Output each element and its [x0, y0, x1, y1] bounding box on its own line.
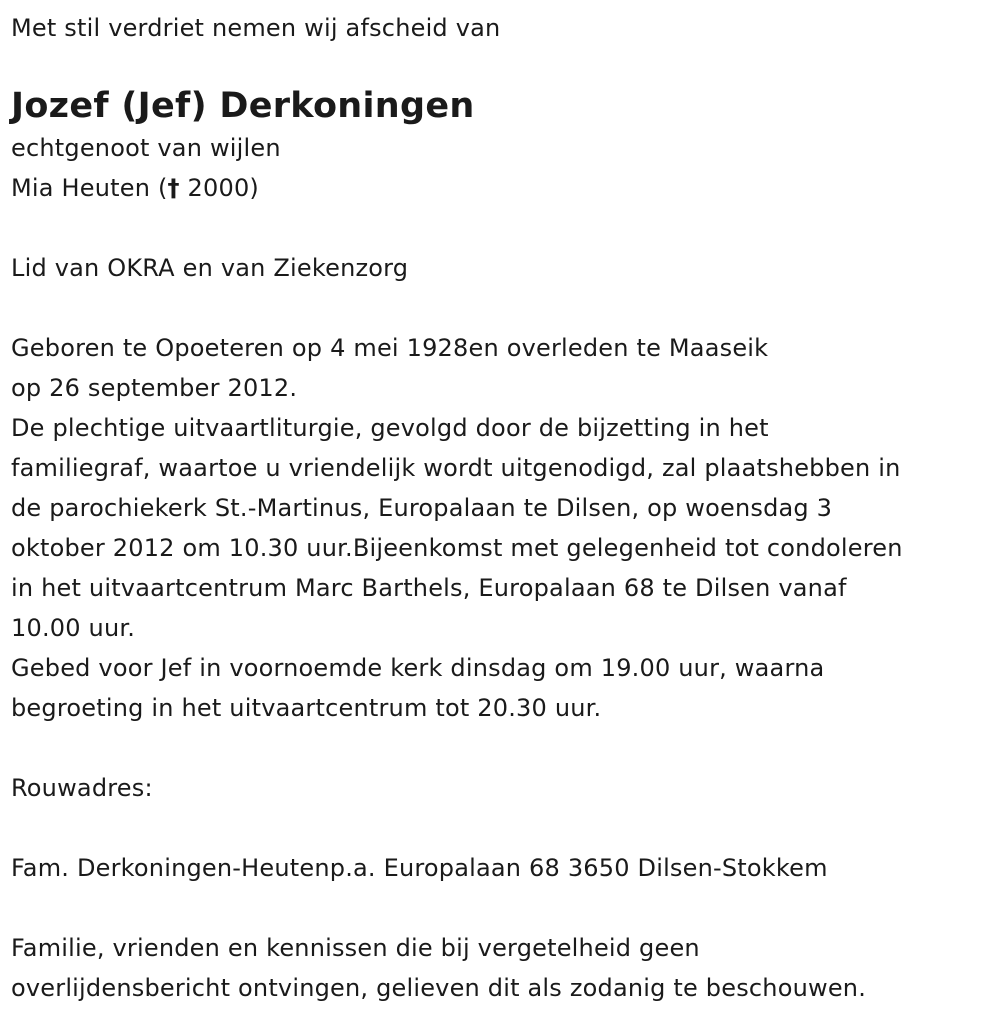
spouse-name-prefix: Mia Heuten ( — [11, 174, 168, 202]
closing-line: overlijdensbericht ontvingen, gelieven dit als zodanig te beschouwen. — [11, 974, 867, 1002]
liturgy-line: de parochiekerk St.-Martinus, Europalaan te Dilsen, op woensdag 3 — [11, 494, 833, 522]
prayer-line: begroeting in het uitvaartcentrum tot 20.30 uur. — [11, 694, 602, 722]
intro-text: Met stil verdriet nemen wij afscheid van — [11, 14, 501, 42]
address-label: Rouwadres: — [11, 774, 153, 802]
cross-icon: † — [167, 174, 180, 202]
liturgy-line: oktober 2012 om 10.30 uur.Bijeenkomst met gelegenheid tot condoleren — [11, 534, 903, 562]
spouse-death-year: 2000) — [179, 174, 259, 202]
spacer — [11, 888, 990, 928]
birth-death-line-1: Geboren te Opoeteren op 4 mei 1928en overleden te Maaseik — [11, 334, 769, 362]
spacer — [11, 208, 990, 248]
spacer — [11, 808, 990, 848]
closing-line: Familie, vrienden en kennissen die bij vergetelheid geen — [11, 934, 700, 962]
liturgy-line: in het uitvaartcentrum Marc Barthels, Europalaan 68 te Dilsen vanaf — [11, 574, 847, 602]
birth-death-line-2: op 26 september 2012. — [11, 374, 298, 402]
liturgy-line: 10.00 uur. — [11, 614, 136, 642]
deceased-name: Jozef (Jef) Derkoningen — [11, 86, 475, 126]
spacer — [11, 288, 990, 328]
spacer — [11, 728, 990, 768]
mourning-address: Fam. Derkoningen-Heutenp.a. Europalaan 68 3650 Dilsen-Stokkem — [11, 854, 828, 882]
liturgy-line: De plechtige uitvaartliturgie, gevolgd door de bijzetting in het — [11, 414, 769, 442]
spouse-relation: echtgenoot van wijlen — [11, 134, 281, 162]
membership-text: Lid van OKRA en van Ziekenzorg — [11, 254, 409, 282]
liturgy-line: familiegraf, waartoe u vriendelijk wordt uitgenodigd, zal plaatshebben in — [11, 454, 901, 482]
prayer-line: Gebed voor Jef in voornoemde kerk dinsdag om 19.00 uur, waarna — [11, 654, 825, 682]
spouse-name — [11, 168, 990, 208]
